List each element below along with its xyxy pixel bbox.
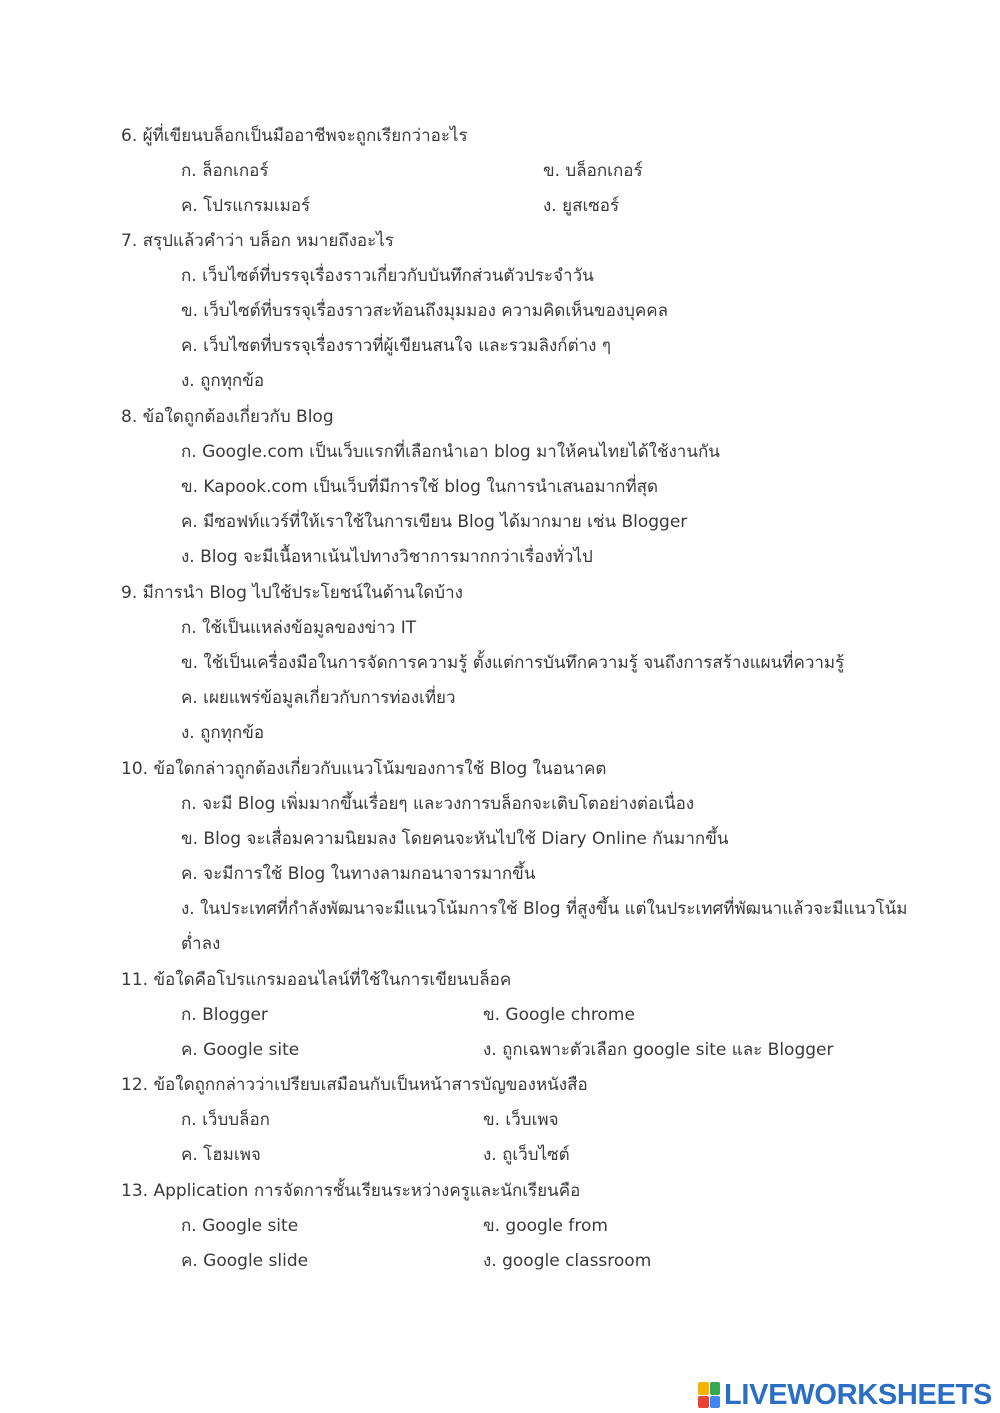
liveworksheets-wordmark: LIVEWORKSHEETS	[724, 1378, 993, 1411]
logo-square-green	[710, 1382, 721, 1395]
q6-option-b: ข. บล็อกเกอร์	[543, 161, 643, 181]
q9-option-b: ข. ใช้เป็นเครื่องมือในการจัดการความรู้ ตั้งแต่การบันทึกความรู้ จนถึงการสร้างแผนที่ความรู้	[181, 653, 845, 673]
logo-square-blue	[710, 1396, 721, 1409]
question-10: 10. ข้อใดกล่าวถูกต้องเกี่ยวกับแนวโน้มของการใช้ Blog ในอนาคต	[121, 759, 607, 779]
question-12: 12. ข้อใดถูกกล่าวว่าเปรียบเสมือนกับเป็นหน้าสารบัญของหนังสือ	[121, 1075, 588, 1095]
q6-option-c: ค. โปรแกรมเมอร์	[181, 196, 311, 216]
q11-option-c: ค. Google site	[181, 1040, 300, 1060]
q7-option-a: ก. เว็บไซต์ที่บรรจุเรื่องราวเกี่ยวกับบันทึกส่วนตัวประจำวัน	[181, 266, 594, 286]
q11-option-d: ง. ถูกเฉพาะตัวเลือก google site และ Blogger	[483, 1040, 834, 1060]
q11-option-a: ก. Blogger	[181, 1005, 268, 1025]
question-7: 7. สรุปแล้วคำว่า บล็อก หมายถึงอะไร	[121, 231, 394, 251]
q12-option-a: ก. เว็บบล็อก	[181, 1110, 270, 1130]
q8-option-a: ก. Google.com เป็นเว็บแรกที่เลือกนำเอา blog มาให้คนไทยได้ใช้งานกัน	[181, 442, 720, 462]
q8-option-d: ง. Blog จะมีเนื้อหาเน้นไปทางวิชาการมากกว่าเรื่องทั่วไป	[181, 547, 593, 567]
q9-option-c: ค. เผยแพร่ข้อมูลเกี่ยวกับการท่องเที่ยว	[181, 688, 456, 708]
liveworksheets-mark-icon	[698, 1382, 720, 1408]
question-6: 6. ผู้ที่เขียนบล็อกเป็นมืออาชีพจะถูกเรียกว่าอะไร	[121, 126, 468, 146]
q12-option-c: ค. โฮมเพจ	[181, 1145, 261, 1165]
q12-option-d: ง. ถูเว็บไซต์	[483, 1145, 570, 1165]
logo-square-yellow	[698, 1382, 709, 1395]
q8-option-b: ข. Kapook.com เป็นเว็บที่มีการใช้ blog ในการนำเสนอมากที่สุด	[181, 477, 659, 497]
q12-option-b: ข. เว็บเพจ	[483, 1110, 559, 1130]
q13-option-c: ค. Google slide	[181, 1251, 309, 1271]
q10-option-c: ค. จะมีการใช้ Blog ในทางลามกอนาจารมากขึ้น	[181, 864, 536, 884]
q6-option-a: ก. ล็อกเกอร์	[181, 161, 269, 181]
question-11: 11. ข้อใดคือโปรแกรมออนไลน์ที่ใช้ในการเขียนบล็อค	[121, 970, 512, 990]
q9-option-d: ง. ถูกทุกข้อ	[181, 723, 265, 743]
logo-square-red	[698, 1396, 709, 1409]
q10-option-d: ง. ในประเทศที่กำลังพัฒนาจะมีแนวโน้มการใช้ Blog ที่สูงขึ้น แต่ในประเทศที่พัฒนาแล้วจะมีแนวโน้ม	[181, 899, 908, 919]
q7-option-c: ค. เว็บไซตที่บรรจุเรื่องราวที่ผู้เขียนสนใจ และรวมลิงก์ต่าง ๆ	[181, 336, 612, 356]
q10-option-d-continued: ต่ำลง	[181, 934, 221, 954]
q13-option-a: ก. Google site	[181, 1216, 299, 1236]
q7-option-d: ง. ถูกทุกข้อ	[181, 371, 265, 391]
q10-option-a: ก. จะมี Blog เพิ่มมากขึ้นเรื่อยๆ และวงการบล็อกจะเติบโตอย่างต่อเนื่อง	[181, 794, 695, 814]
q9-option-a: ก. ใช้เป็นแหล่งข้อมูลของข่าว IT	[181, 618, 417, 638]
q6-option-d: ง. ยูสเซอร์	[543, 196, 620, 216]
q13-option-d: ง. google classroom	[483, 1251, 652, 1271]
q7-option-b: ข. เว็บไซต์ที่บรรจุเรื่องราวสะท้อนถึงมุมมอง ความคิดเห็นของบุคคล	[181, 301, 669, 321]
liveworksheets-logo	[698, 1378, 992, 1412]
q8-option-c: ค. มีซอฟท์แวร์ที่ให้เราใช้ในการเขียน Blog ได้มากมาย เช่น Blogger	[181, 512, 688, 532]
question-13: 13. Application การจัดการชั้นเรียนระหว่างครูและนักเรียนคือ	[121, 1181, 581, 1201]
question-8: 8. ข้อใดถูกต้องเกี่ยวกับ Blog	[121, 407, 334, 427]
q11-option-b: ข. Google chrome	[483, 1005, 635, 1025]
q13-option-b: ข. google from	[483, 1216, 608, 1236]
question-9: 9. มีการนำ Blog ไปใช้ประโยชน์ในด้านใดบ้าง	[121, 583, 463, 603]
q10-option-b: ข. Blog จะเสื่อมความนิยมลง โดยคนจะหันไปใช้ Diary Online กันมากขึ้น	[181, 829, 729, 849]
